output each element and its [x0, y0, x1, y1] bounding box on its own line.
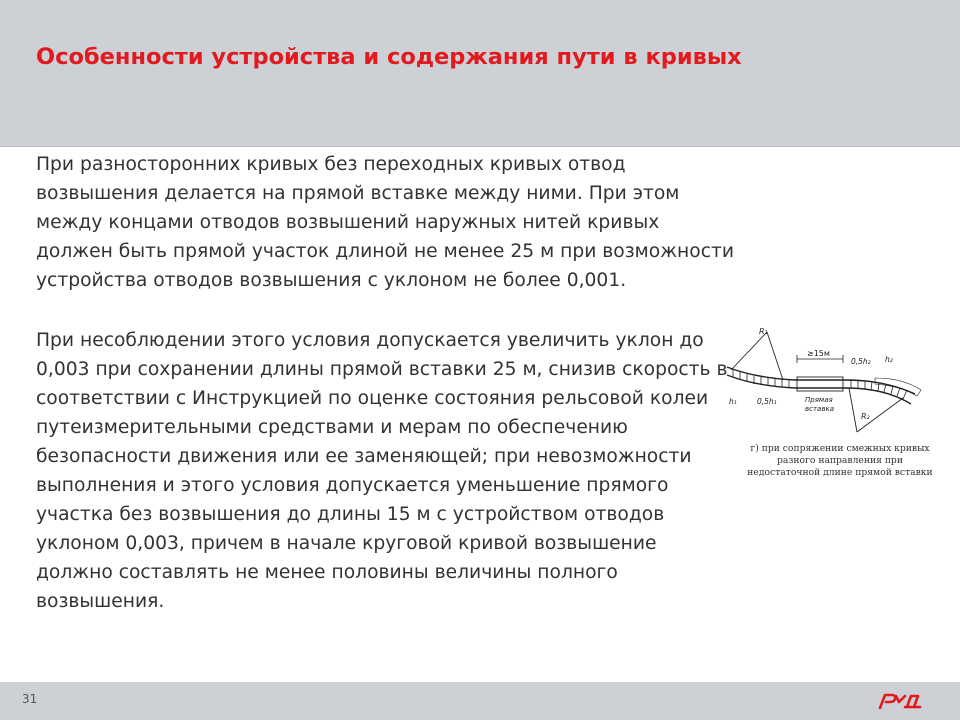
- label-h2half: 0,5h₂: [851, 357, 871, 366]
- label-insert-1: Прямая: [805, 396, 833, 404]
- page-number: 31: [22, 692, 38, 706]
- insert-box: [797, 377, 843, 391]
- r2-radius-line: [849, 388, 857, 432]
- paragraph-1: При разносторонних кривых без переходных кривых отвод возвышения делается на прямой вставке между ними. При этом между концами отводов возвышений наружных нитей кривых должен быть прямой участок длиной не менее 25 м при возможности устройства отводов возвышения с уклоном не более 0,001.: [36, 154, 734, 291]
- header-band: [0, 0, 960, 147]
- label-r2: R₂: [861, 412, 870, 421]
- label-h2: h₂: [885, 355, 893, 364]
- slide-title: Особенности устройства и содержания пути в кривых: [36, 44, 742, 70]
- label-r1: R₁: [759, 327, 768, 336]
- rzd-logo-icon: [876, 689, 924, 713]
- label-h1half: 0,5h₁: [757, 397, 777, 406]
- label-dim: ≥15м: [807, 349, 830, 358]
- footer-band: [0, 682, 960, 720]
- r1-radius-line: [731, 332, 767, 370]
- r1-radius-line-2: [767, 332, 783, 380]
- label-insert-2: вставка: [805, 405, 834, 413]
- label-h1: h₁: [729, 397, 737, 406]
- paragraph-2: При несоблюдении этого условия допускается увеличить уклон до 0,003 при сохранении длины прямой вставки 25 м, снизив скорость в соответствии с Инструкцией по оценке состояния рельсовой колеи путеизмерительными средствами и мерам по обеспечению безопасности движения или ее заменяющей; при невозможности выполнения и этого условия допускается уменьшение прямого участка без возвышения до длины 15 м с устройством отводов уклоном 0,003, причем в начале круговой кривой возвышение должно составлять не менее половины величины полного возвышения.: [36, 330, 728, 612]
- figure-caption: г) при сопряжении смежных кривых разного направления при недостаточной длине прямой вставки: [747, 443, 933, 478]
